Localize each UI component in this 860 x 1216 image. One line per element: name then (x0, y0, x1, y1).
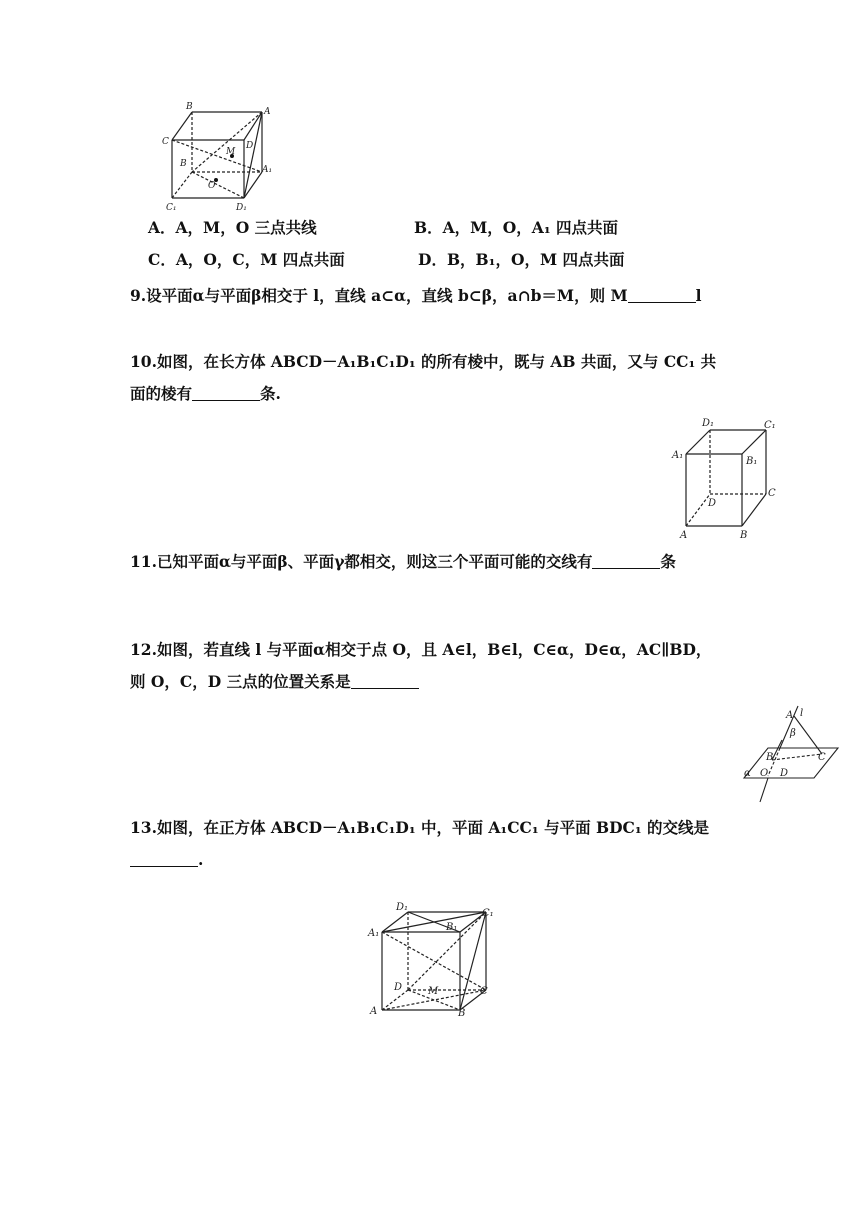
q12-blank[interactable] (351, 673, 419, 689)
q12-label-B: B (766, 752, 774, 763)
q11-blank[interactable] (592, 553, 660, 569)
q13-label-D1: D₁ (396, 902, 409, 913)
q13-blank[interactable] (130, 851, 198, 867)
q10-label-B1: B₁ (746, 456, 758, 467)
q13-text-after: . (198, 850, 204, 869)
q9-blank[interactable] (628, 287, 696, 303)
q10-label-B: B (740, 530, 748, 541)
q10-label-C1: C₁ (764, 420, 776, 431)
q12-label-beta: β (790, 728, 796, 739)
question-10-line1: 10.如图，在长方体 ABCD－A₁B₁C₁D₁ 的所有棱中，既与 AB 共面，又与 CC₁ 共 (130, 352, 717, 371)
q13-label-C: C (480, 986, 488, 997)
q8-option-c (148, 250, 345, 270)
q13-cube-figure (364, 898, 500, 1020)
q8-option-a (148, 218, 317, 238)
q13-label-B1: B₁ (446, 922, 458, 933)
q12-label-A: A (786, 710, 794, 721)
q13-label-A: A (370, 1006, 378, 1017)
q12-label-C: C (818, 752, 826, 763)
q12-label-alpha: α (744, 768, 751, 779)
q12-label-D: D (780, 768, 789, 779)
q8-option-d-text: B，B₁，O，M 四点共面 (446, 250, 625, 269)
q8-label-B-top: B (186, 102, 193, 112)
q10-cuboid-figure (670, 414, 782, 542)
q8-option-b (414, 218, 618, 238)
question-13-line1: 13.如图，在正方体 ABCD－A₁B₁C₁D₁ 中，平面 A₁CC₁ 与平面 BDC₁ 的交线是 (130, 818, 710, 837)
q8-label-A: A (264, 107, 271, 117)
q12-text-before: 则 O，C，D 三点的位置关系是 (130, 672, 351, 691)
q10-label-D: D (708, 498, 717, 509)
q10-label-D1: D₁ (702, 418, 715, 429)
q10-label-A1: A₁ (672, 450, 684, 461)
q8-option-c-letter: C． (148, 250, 176, 269)
q11-text-before: 11.已知平面α与平面β、平面γ都相交，则这三个平面可能的交线有 (130, 552, 593, 571)
q13-label-A1: A₁ (368, 928, 380, 939)
q8-option-d (418, 250, 625, 270)
q13-label-B: B (458, 1008, 466, 1019)
q8-label-C: C (162, 137, 169, 147)
q8-option-b-text: A，M，O，A₁ 四点共面 (442, 218, 619, 237)
q8-cube-figure (160, 100, 280, 212)
q13-label-D: D (394, 982, 403, 993)
q8-option-c-text: A，O，C，M 四点共面 (175, 250, 345, 269)
q8-option-d-letter: D． (418, 250, 447, 269)
q10-label-C: C (768, 488, 776, 499)
q8-option-b-letter: B． (414, 218, 443, 237)
q11-text-after: 条 (660, 552, 676, 571)
q12-plane-line-figure (738, 700, 842, 806)
q10-label-A: A (680, 530, 688, 541)
q8-label-D: D (246, 141, 254, 151)
question-12-line2 (130, 672, 419, 692)
q9-text-after: l (695, 286, 702, 305)
question-13-line2 (130, 850, 203, 870)
question-10-line2 (130, 384, 281, 404)
q8-label-A1: A₁ (262, 165, 273, 175)
q8-label-D1: D₁ (236, 203, 247, 212)
q8-option-a-letter: A． (148, 218, 176, 237)
q10-text-before: 面的棱有 (130, 384, 193, 403)
q8-label-M: M (226, 147, 236, 157)
q10-blank[interactable] (192, 385, 260, 401)
q8-option-a-text: A，M，O 三点共线 (175, 218, 317, 237)
q12-label-l: l (800, 708, 804, 719)
q13-label-C1: C₁ (482, 908, 494, 919)
q13-label-M: M (428, 986, 439, 997)
q9-text-before: 9.设平面α与平面β相交于 l，直线 a⊂α，直线 b⊂β，a∩b＝M，则 M (130, 286, 628, 305)
question-12-line1: 12.如图，若直线 l 与平面α相交于点 O，且 A∈l，B∈l，C∈α，D∈α，AC∥BD， (130, 640, 712, 659)
question-9 (130, 286, 702, 306)
q8-label-O: O (208, 181, 216, 191)
q8-label-C1: C₁ (166, 203, 177, 212)
q12-label-O: O (760, 768, 769, 779)
question-11 (130, 552, 676, 572)
q10-text-after: 条. (260, 384, 281, 403)
q8-label-B-mid: B (180, 159, 187, 169)
